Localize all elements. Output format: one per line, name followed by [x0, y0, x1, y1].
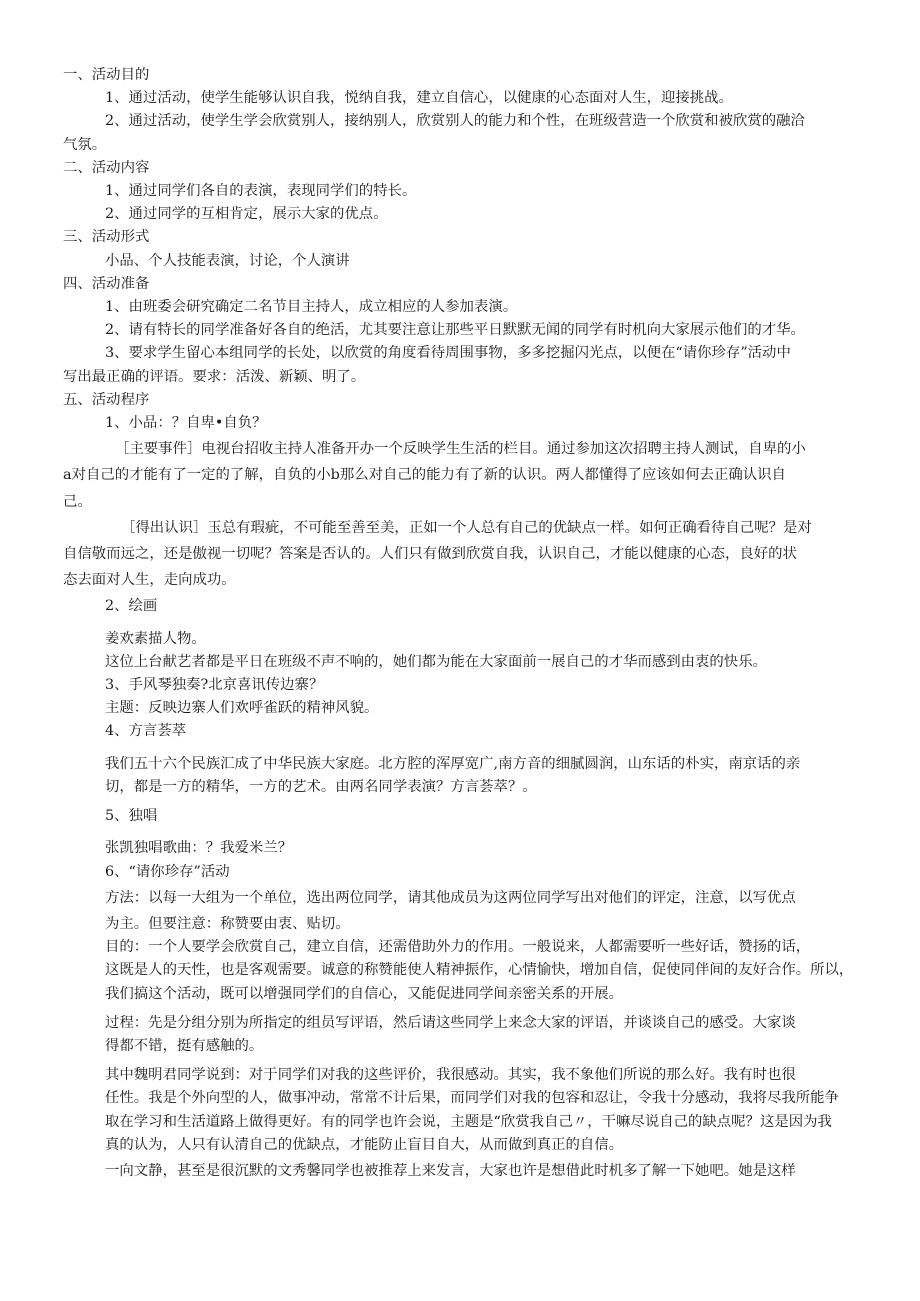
text-line: 我们搞这个活动，既可以增强同学们的自信心，又能促进同学间亲密关系的开展。	[105, 985, 624, 1002]
text-line: 4、方言荟萃	[105, 723, 187, 740]
text-line: 一向文静，甚至是很沉默的文秀馨同学也被推荐上来发言，大家也许是想借此时机多了解一下她吧。她是这样	[105, 1162, 796, 1179]
text-line: 态去面对人生，走向成功。	[63, 572, 236, 589]
text-line: 这位上台献艺者都是平日在班级不声不响的，她们都为能在大家面前一展自己的才华而感到由衷的快乐。	[105, 653, 767, 670]
text-line: 取在学习和生活道路上做得更好。有的同学也许会说，主题是“欣赏我自己〃，干嘛尽说自己的缺点呢？这是因为我	[105, 1113, 832, 1130]
text-line: 张凯独唱歌曲：？我爱米兰？	[105, 840, 293, 857]
text-line: 小品、个人技能表演，讨论，个人演讲	[105, 252, 350, 269]
text-line: 5、独唱	[105, 808, 158, 825]
text-line: 2、通过同学的互相肯定，展示大家的优点。	[105, 206, 388, 223]
text-line: a对自己的才能有了一定的了解，自负的小b那么对自己的能力有了新的认识。两人都懂得了应该如何去正确认识自	[63, 467, 786, 484]
text-line: 主题：反映边寨人们欢呼雀跃的精神风貌。	[105, 700, 379, 717]
text-line: 2、绘画	[105, 598, 158, 615]
text-line: 三、活动形式	[63, 229, 150, 246]
text-line: 1、通过活动，使学生能够认识自我，悦纳自我，建立自信心，以健康的心态面对人生，迎接挑战。	[105, 90, 733, 107]
text-line: 姜欢素描人物。	[105, 630, 206, 647]
text-line: 1、通过同学们各自的表演，表现同学们的特长。	[105, 183, 417, 200]
text-line: 二、活动内容	[63, 159, 150, 176]
text-line: 过程：先是分组分别为所指定的组员写评语，然后请这些同学上来念大家的评语，并谈谈自己的感受。大家谈	[105, 1014, 796, 1031]
text-line: 3、要求学生留心本组同学的长处，以欣赏的角度看待周围事物，多多挖掘闪光点，以便在“请你珍存”活动中	[105, 345, 791, 362]
text-line: ［得出认识］玉总有瑕疵，不可能至善至美，正如一个人总有自己的优缺点一样。如何正确看待自己呢？是对	[121, 519, 812, 536]
text-line: 1、小品：？自卑•自负？	[105, 415, 267, 432]
text-line: 我们五十六个民族汇成了中华民族大家庭。北方腔的浑厚宽广,南方音的细腻圆润，山东话的朴实，南京话的亲	[105, 755, 801, 772]
text-line: 任性。我是个外向型的人，做事冲动，常常不计后果，而同学们对我的包容和忍让，令我十分感动，我将尽我所能争	[105, 1090, 839, 1107]
text-line: 气氛。	[63, 136, 107, 153]
text-line: 一、活动目的	[63, 67, 150, 83]
text-line: 切，都是一方的精华，一方的艺术。由两名同学表演？方言荟萃？。	[105, 778, 537, 795]
text-line: 自信敬而远之，还是傲视一切呢？答案是否认的。人们只有做到欣赏自我，认识自己，才能以健康的心态，良好的状	[63, 546, 797, 563]
text-line: 为主。但要注意：称赞要由衷、贴切。	[105, 915, 350, 932]
text-line: 2、通过活动，使学生学会欣赏别人，接纳别人，欣赏别人的能力和个性，在班级营造一个欣赏和被欣赏的融洽	[105, 113, 805, 130]
text-line: ［主要事件］电视台招收主持人准备开办一个反映学生生活的栏目。通过参加这次招聘主持人测试，自卑的小	[115, 441, 806, 458]
text-line: 方法：以每一大组为一个单位，选出两位同学，请其他成员为这两位同学写出对他们的评定，注意，以写优点	[105, 889, 796, 906]
text-line: 四、活动准备	[63, 275, 150, 292]
text-line: 这既是人的天性，也是客观需要。诚意的称赞能使人精神振作，心情愉快，增加自信，促使同伴间的友好合作。所以，	[105, 962, 854, 979]
text-line: 目的：一个人要学会欣赏自己，建立自信，还需借助外力的作用。一般说来，人都需要听一些好话，赞扬的话，	[105, 939, 811, 956]
document-page	[63, 64, 861, 1183]
text-line: 得都不错，挺有感触的。	[105, 1037, 264, 1054]
text-line: 写出最正确的评语。要求：活泼、新颖、明了。	[63, 368, 366, 385]
text-line: 2、请有特长的同学准备好各自的绝活，尤其要注意让那些平日默默无闻的同学有时机向大家展示他们的才华。	[105, 322, 805, 339]
text-line: 己。	[63, 493, 92, 510]
text-line: 6、“请你珍存”活动	[105, 863, 230, 880]
text-line: 其中魏明君同学说到：对于同学们对我的这些评价，我很感动。其实，我不象他们所说的那么好。我有时也很	[105, 1067, 796, 1084]
text-line: 真的认为，人只有认清自己的优缺点，才能防止盲目自大，从而做到真正的自信。	[105, 1136, 624, 1153]
text-line: 1、由班委会研究确定二名节目主持人，成立相应的人参加表演。	[105, 299, 518, 316]
text-line: 3、手风琴独奏?北京喜讯传边寨？	[105, 677, 324, 694]
text-line: 五、活动程序	[63, 391, 150, 408]
